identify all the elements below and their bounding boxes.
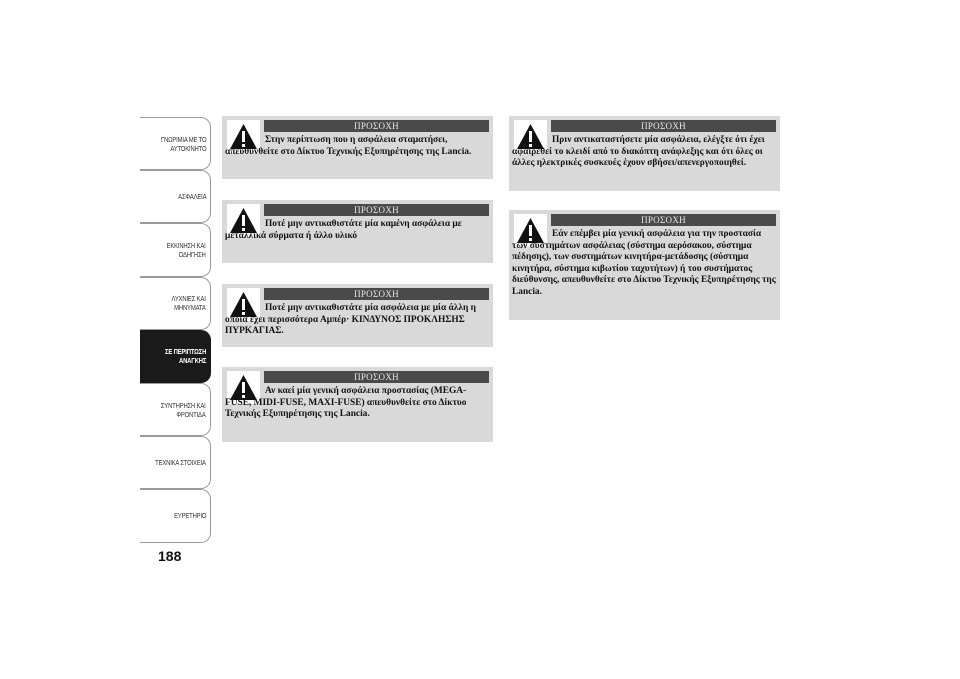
- tab-label: ΓΝΩΡΙΜΙΑ ΜΕ ΤΟ ΑΥΤΟΚΙΝΗΤΟ: [160, 134, 206, 153]
- warning-title: ΠΡΟΣΟΧΗ: [551, 214, 776, 226]
- tab-eyretirio[interactable]: [140, 489, 211, 542]
- warning-text: Εάν επέμβει μία γενική ασφάλεια για την προστασία των συστημάτων ασφάλειας (σύστημα αερόσακου, σύστημα πέδησης), των συστημάτων κινητήρα-μετάδοσης (σύστημα κινητήρα, σύστημα κιβωτίου ταχυτήτων) ή του συστήματος διεύθυνσης, απευθυνθείτε στο Δίκτυο Τεχνικής Εξυπηρέτησης της Lancia.: [512, 229, 776, 297]
- tab-anagkis[interactable]: [140, 330, 211, 383]
- warning-box: [222, 284, 493, 347]
- warning-box: [509, 116, 780, 191]
- tab-label: ΕΚΚΙΝΗΣΗ ΚΑΙ ΟΔΗΓΗΣΗ: [166, 240, 206, 259]
- tab-label: ΣΕ ΠΕΡΙΠΤΩΣΗ ΑΝΑΓΚΗΣ: [164, 347, 206, 366]
- warning-title: ΠΡΟΣΟΧΗ: [264, 204, 489, 216]
- tab-syntirisi[interactable]: [140, 383, 211, 436]
- tab-ekkinisi[interactable]: [140, 223, 211, 276]
- chapter-tabs: [140, 117, 211, 543]
- warning-text: Στην περίπτωση που η ασφάλεια σταματήσει, απευθυνθείτε στο Δίκτυο Τεχνικής Εξυπηρέτησης της Lancia.: [225, 135, 472, 157]
- tab-label: ΑΣΦΑΛΕΙΑ: [177, 192, 206, 202]
- page-number: 188: [158, 548, 182, 564]
- warning-title: ΠΡΟΣΟΧΗ: [264, 120, 489, 132]
- tab-lychnies[interactable]: [140, 277, 211, 330]
- warning-text: Ποτέ μην αντικαθιστάτε μία ασφάλεια με μία άλλη η οποία έχει περισσότερα Αμπέρ· ΚΙΝΔΥΝΟΣ ΠΡΟΚΛΗΣΗΣ ΠΥΡΚΑΓΙΑΣ.: [225, 303, 476, 337]
- tab-asfaleia[interactable]: [140, 170, 211, 223]
- warning-box: [222, 116, 493, 179]
- warning-box: [222, 367, 493, 442]
- warning-box: [222, 200, 493, 263]
- tab-label: ΤΕΧΝΙΚΑ ΣΤΟΙΧΕΙΑ: [155, 458, 206, 468]
- tab-texnika[interactable]: [140, 436, 211, 489]
- warning-title: ΠΡΟΣΟΧΗ: [264, 288, 489, 300]
- warning-text: Ποτέ μην αντικαθιστάτε μία καμένη ασφάλεια με μεταλλικά σύρματα ή άλλο υλικό: [225, 219, 462, 241]
- tab-label: ΣΥΝΤΗΡΗΣΗ ΚΑΙ ΦΡΟΝΤΙΔΑ: [161, 400, 206, 419]
- tab-label: ΕΥΡΕΤΗΡΙΟ: [173, 511, 206, 521]
- tab-gnorimia[interactable]: [140, 117, 211, 170]
- warning-title: ΠΡΟΣΟΧΗ: [551, 120, 776, 132]
- warning-text: Αν καεί μία γενική ασφάλεια προστασίας (MEGA-FUSE, MIDI-FUSE, MAXI-FUSE) απευθυνθείτε στο Δίκτυο Τεχνικής Εξυπηρέτησης της Lancia.: [225, 386, 467, 420]
- warning-box: [509, 210, 780, 320]
- warning-title: ΠΡΟΣΟΧΗ: [264, 371, 489, 383]
- tab-label: ΛΥΧΝΙΕΣ ΚΑΙ ΜΗΝΥΜΑΤΑ: [171, 294, 206, 313]
- warning-text: Πριν αντικαταστήσετε μία ασφάλεια, ελέγξτε ότι έχει αφαιρεθεί το κλειδί από το διακόπτη ανάφλεξης και ότι όλες οι άλλες ηλεκτρικές συσκευές έχουν σβήσει/απενεργοποιηθεί.: [512, 135, 765, 169]
